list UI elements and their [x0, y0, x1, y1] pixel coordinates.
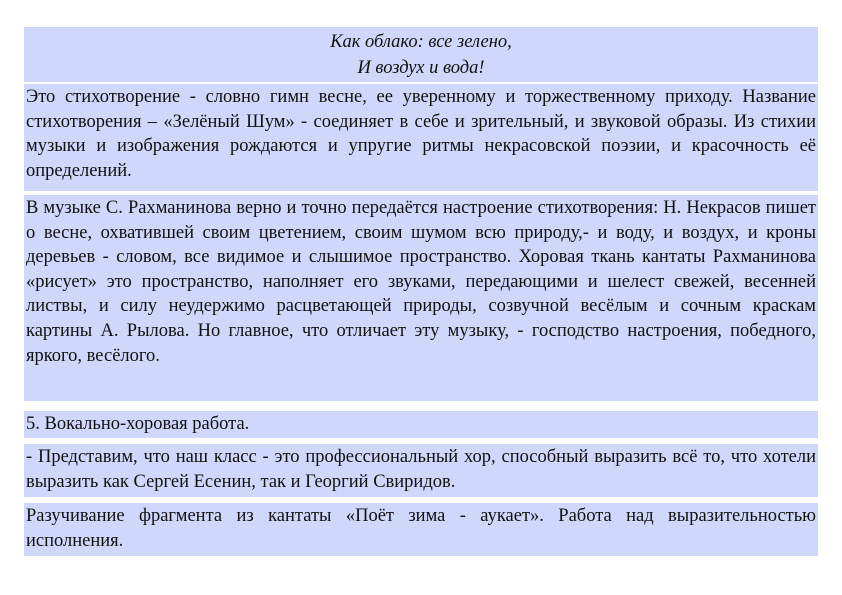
paragraph-music-analysis: В музыке С. Рахманинова верно и точно передаётся настроение стихотворения: Н. Некрасов пишет о весне, охватившей своим цветением, своим шумом всю природу,- и воду, и воздух, и кроны деревьев - словом, все видимое и слышимое пространство. Хоровая ткань кантаты Рахманинова «рисует» это пространство, наполняет его звуками, передающими и шелест свежей, весенней листвы, и силу неудержимо расцветающей природы, созвучной весёлым и сочным краскам картины А. Рылова. Но главное, что отличает эту музыку, - господство настроения, победного, яркого, весёлого. [24, 195, 818, 401]
epigraph-line-2: И воздух и вода! [357, 58, 485, 78]
paragraph-poem-description: Это стихотворение - словно гимн весне, ее уверенному и торжественному приходу. Название стихотворения – «Зелёный Шум» - соединяет в себе и зрительный, и звуковой образы. Из стихии музыки и изображения рождаются и упругие ритмы некрасовской поэзии, и красочность её определений. [24, 84, 818, 191]
paragraph-learning-task: Разучивание фрагмента из кантаты «Поёт зима - аукает». Работа над выразительностью исполнения. [24, 503, 818, 556]
epigraph-line-1: Как облако: все зелено, [330, 32, 512, 52]
paragraph-choir-intro: - Представим, что наш класс - это профессиональный хор, способный выразить всё то, что хотели выразить как Сергей Есенин, так и Георгий Свиридов. [24, 444, 818, 497]
paragraph-section-heading: 5. Вокально-хоровая работа. [24, 411, 818, 438]
epigraph [24, 27, 818, 82]
